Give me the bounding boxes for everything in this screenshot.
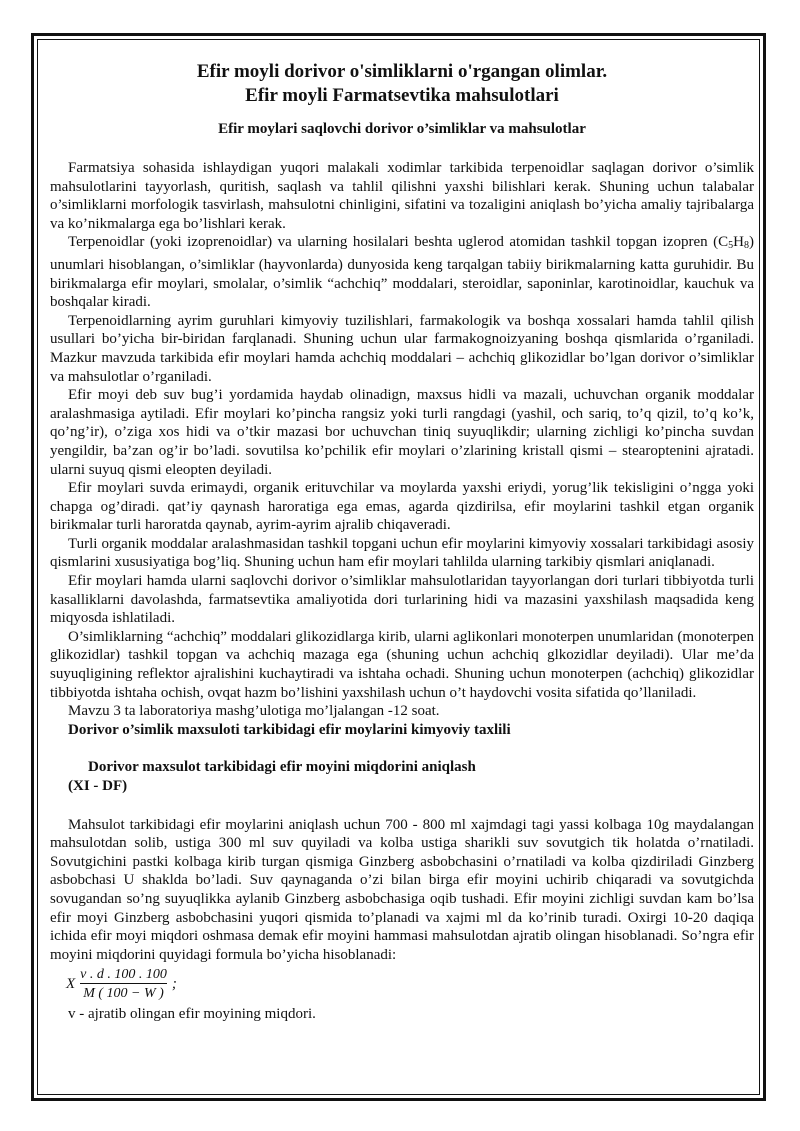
formula-lhs: X bbox=[66, 976, 76, 993]
paragraph: Turli organik moddalar aralashmasidan tashkil topgani uchun efir moylarini kimyoviy xossalari tarkibidagi asosiy qismlarini xususiyatiga bog’liq. Shuning uchun ham efir moylari tahlilda ularning tarkibiy qismlari aniqlanadi. bbox=[50, 535, 754, 571]
paragraph: Efir moyi deb suv bug’i yordamida haydab olinadign, maxsus hidli va mazali, uchuvchan organik moddalar aralashmasiga aytiladi. Efir moylari ko’pincha rangsiz yoki turli rangdagi (yashil, och sariq, to’q qizil, to’q ko’k, qo’ng’ir), o’ziga xos hidi va o’tkir mazasi bor uchuvchan tiniq suyuqlikdir; ularning zichligi ko’pincha suvdan yengildir, ba’zan og’ir bo’ladi. sovutilsa ko’pchilik efir moylari o’zlarining kristall qismi – stearoptenini ajratadi. ularni suyuq qismi eleopten deyiladi. bbox=[50, 387, 754, 478]
title-line-2: Efir moyli Farmatsevtika mahsulotlari bbox=[245, 85, 559, 106]
bold-topic-line: Dorivor o’simlik maxsuloti tarkibidagi efir moylarini kimyoviy taxlili bbox=[68, 721, 511, 738]
paragraph-terpenoids: Terpenoidlar (yoki izoprenoidlar) va ularning hosilalari beshta uglerod atomidan tashkil topgan izopren $(C_5H_8)$ unumlari hisoblangan, o’simliklar (hayvonlarda) dunyosida keng tarqalgan tabiiy birikmalarning katta guruhidir. Bu birikmalarga efir moylari, smolalar, o’simlik “achchiq” moddalari, steroidlar, saponinlar, karotinoidlar, kauchuk va boshqalar kiradi. bbox=[50, 234, 754, 311]
variable-definition: v - ajratib olingan efir moyining miqdori. bbox=[68, 1006, 316, 1023]
method-heading: Dorivor maxsulot tarkibidagi efir moyini miqdorini aniqlash bbox=[88, 759, 476, 776]
formula-numerator: v . d . 100 . 100 bbox=[80, 967, 167, 983]
paragraph: Mavzu 3 ta laboratoriya mashg’ulotiga mo’ljalangan -12 soat. bbox=[68, 703, 440, 720]
paragraph: Efir moylari hamda ularni saqlovchi dorivor o’simliklar mahsulotlaridan tayyorlangan dori turlari tibbiyotda turli kasalliklarni davolashda, farmatsevtika amaliyotida dori turlarining hidi va mazasini yaxshilash maqsadida keng miqyosda ishlatiladi. bbox=[50, 573, 754, 627]
formula-denominator: M ( 100 − W ) bbox=[80, 983, 167, 1003]
formula bbox=[50, 966, 754, 1003]
document-body bbox=[50, 56, 754, 1024]
section-subtitle: Efir moylari saqlovchi dorivor o’simliklar va mahsulotlar bbox=[218, 121, 586, 137]
method-paragraph: Mahsulot tarkibidagi efir moylarini aniqlash uchun 700 - 800 ml xajmdagi tagi yassi kolbaga 10g maydalangan mahsulotdan solib, ustiga 300 ml suv quyiladi va kolba ustiga sharikli suv sovutgich tik holatda o’rnatiladi. Sovutgichini pastki kolbaga kirib turgan qismiga Ginzberg asbobchasini o’rnatiladi va kolba qizdiriladi Ginzberg asbobchasi U shaklda bo’ladi. Suv qaynaganda o’zi bilan birga efir moyini uchirib chiqaradi va sovutgichda sovugandan so’ng suyuqlikka aylanib Ginzberg asbobchasiga oqib tushadi. Efir moyini zichligi suvdan kam bo’lsa efir moyi Ginzberg asbobchasini yuqori qismida to’planadi va xajmi ml da ko’rinib turadi. Oxirgi 10-20 daqiqa ichida efir moyi miqdori oshmasa demak efir moyini hammasi mahsulotdan ajratib olingan hisoblanadi. So’ngra efir moyini miqdorini quyidagi formula bo’yicha hisoblanadi: bbox=[50, 816, 754, 963]
paragraph: Farmatsiya sohasida ishlaydigan yuqori malakali xodimlar tarkibida terpenoidlar saqlagan dorivor o’simlik mahsulotlarini tayyorlash, quritish, saqlash va tahlil qilishni yaxshi bilishlari kerak. Shuning uchun talabalar o’simliklarni morfologik tasvirlash, mahsulotni chinligini, sifatini va tozaligini aniqlash bo’yicha amaliy tajribalarga va ko’nikmalarga ega bo’lishlari kerak. bbox=[50, 160, 754, 232]
formula-fraction bbox=[77, 966, 170, 1003]
formula-tail: ; bbox=[171, 976, 177, 993]
paragraph: O’simliklarning “achchiq” moddalari glikozidlarga kirib, ularni aglikonlari monoterpen unumlaridan (monoterpen glikozidlar) tashkil topgan va achchiq mazaga ega (shuning uchun achchiq glkozidlar deyiladi). Ular me’da suyuqligining reflektor ajralishini kuchaytiradi va ishtaha ochadi. Shuning uchun monoterpen (achchiq) glikozidlar tibbiyotda ishtaha ochish, ovqat hazm bo’lishini yaxshilash uchun o’t haydovchi vosita sifatida qo’llaniladi. bbox=[50, 628, 754, 701]
paragraph: Efir moylari suvda erimaydi, organik erituvchilar va moylarda yaxshi eriydi, yorug’lik tekisligini o’ngga yoki chapga og’diradi. qat’iy qaynash haroratiga ega emas, agarda qizdirilsa, efir moylarini tashkil etgan organik birikmalar turli haroratda qaynab, ayrim-ayrim ajralib chiqaveradi. bbox=[50, 480, 754, 534]
title-line-1: Efir moyli dorivor o'simliklarni o'rgangan olimlar. bbox=[196, 61, 608, 82]
method-code: (XI - DF) bbox=[68, 778, 128, 794]
document-title bbox=[50, 60, 754, 108]
paragraph: Terpenoidlarning ayrim guruhlari kimyoviy tuzilishlari, farmakologik va boshqa xossalari hamda tahlil qilish usullari bo’yicha bir-biridan farqlanadi. Shuning uchun ular farmakognoizyaning boshqa qismlarida o’rganiladi. Mazkur mavzuda tarkibida efir moylari hamda achchiq moddalari – achchiq glikozidlar bo’lgan dorivor o’simliklar va mahsulotlar o’rganiladi. bbox=[50, 312, 754, 385]
